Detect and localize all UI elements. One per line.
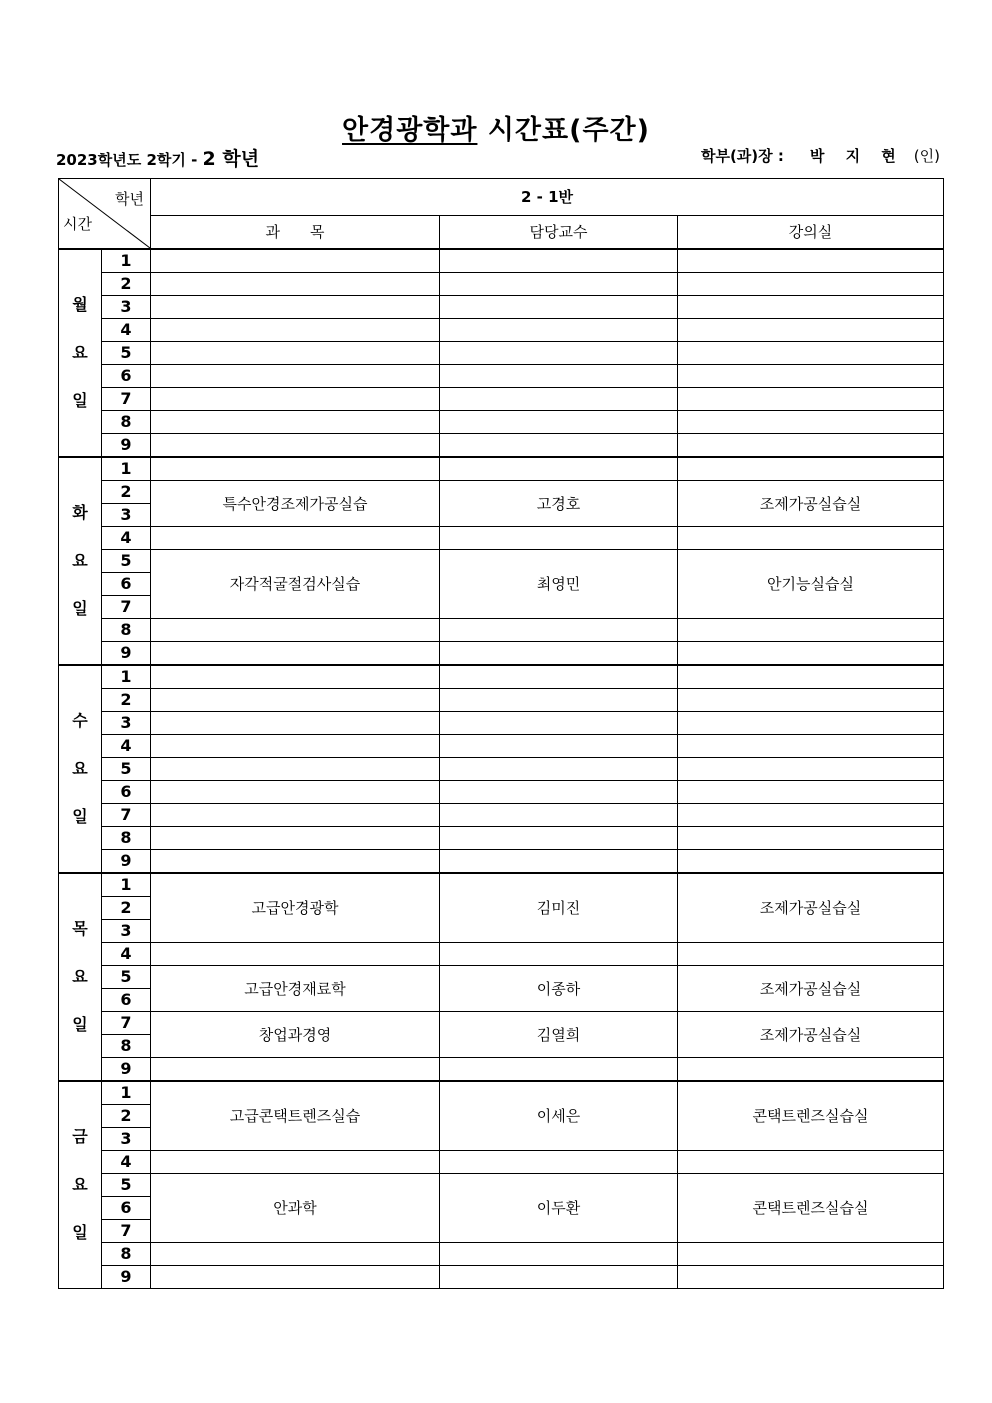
subject-cell: 고급안경재료학 (151, 966, 440, 1012)
day-label (59, 1081, 102, 1289)
day-char: 일 (72, 599, 88, 618)
subject-cell: 고급안경광학 (151, 873, 440, 943)
period-number: 3 (102, 296, 151, 319)
period-number: 4 (102, 735, 151, 758)
table-row (59, 966, 944, 989)
period-number: 7 (102, 804, 151, 827)
table-row (59, 758, 944, 781)
room-cell (678, 642, 944, 666)
class-header: 2 - 1반 (151, 179, 944, 216)
professor-cell: 고경호 (440, 481, 678, 527)
room-cell (678, 273, 944, 296)
professor-cell (440, 827, 678, 850)
professor-cell (440, 1266, 678, 1289)
room-cell (678, 411, 944, 434)
period-number: 6 (102, 573, 151, 596)
room-cell (678, 1058, 944, 1082)
professor-cell (440, 411, 678, 434)
period-number: 9 (102, 850, 151, 874)
day-char: 목 (72, 919, 88, 938)
day-char: 요 (72, 1175, 88, 1194)
professor-cell: 최영민 (440, 550, 678, 619)
day-char: 요 (72, 759, 88, 778)
professor-cell (440, 758, 678, 781)
professor-cell (440, 527, 678, 550)
table-row (59, 273, 944, 296)
period-number: 3 (102, 920, 151, 943)
subject-cell (151, 689, 440, 712)
room-cell (678, 943, 944, 966)
table-row (59, 388, 944, 411)
professor-cell (440, 1243, 678, 1266)
table-row (59, 827, 944, 850)
table-row (59, 619, 944, 642)
room-cell (678, 665, 944, 689)
subject-cell (151, 712, 440, 735)
table-row (59, 1243, 944, 1266)
period-number: 9 (102, 1058, 151, 1082)
room-cell (678, 342, 944, 365)
professor-cell (440, 665, 678, 689)
period-number: 2 (102, 689, 151, 712)
head-label: 학부(과)장 : (700, 147, 784, 165)
subject-cell (151, 296, 440, 319)
professor-cell (440, 342, 678, 365)
subject-cell (151, 1243, 440, 1266)
room-cell: 조제가공실습실 (678, 873, 944, 943)
period-number: 8 (102, 411, 151, 434)
day-char: 일 (72, 1223, 88, 1242)
professor-cell: 이세은 (440, 1081, 678, 1151)
table-row (59, 342, 944, 365)
professor-cell: 김열희 (440, 1012, 678, 1058)
room-cell: 콘택트렌즈실습실 (678, 1174, 944, 1243)
period-number: 2 (102, 273, 151, 296)
period-number: 4 (102, 943, 151, 966)
table-row (59, 249, 944, 273)
period-number: 1 (102, 457, 151, 481)
day-char: 일 (72, 1015, 88, 1034)
period-number: 9 (102, 1266, 151, 1289)
professor-cell (440, 1058, 678, 1082)
professor-cell (440, 388, 678, 411)
subject-cell (151, 827, 440, 850)
professor-cell (440, 850, 678, 874)
professor-cell: 이두환 (440, 1174, 678, 1243)
table-row (59, 411, 944, 434)
period-number: 8 (102, 827, 151, 850)
subject-cell: 특수안경조제가공실습 (151, 481, 440, 527)
table-row (59, 1266, 944, 1289)
department-name: 안경광학과 (342, 115, 478, 146)
room-cell (678, 758, 944, 781)
subject-cell (151, 665, 440, 689)
table-row (59, 665, 944, 689)
room-cell: 조제가공실습실 (678, 481, 944, 527)
period-number: 6 (102, 1197, 151, 1220)
professor-cell (440, 689, 678, 712)
table-row (59, 850, 944, 874)
table-row (59, 296, 944, 319)
period-number: 4 (102, 319, 151, 342)
room-cell (678, 619, 944, 642)
subject-cell (151, 943, 440, 966)
room-cell (678, 712, 944, 735)
room-cell: 조제가공실습실 (678, 966, 944, 1012)
professor-cell (440, 296, 678, 319)
day-char: 일 (72, 807, 88, 826)
professor-column-header: 담당교수 (440, 216, 678, 250)
room-cell (678, 365, 944, 388)
professor-cell (440, 457, 678, 481)
table-row (59, 642, 944, 666)
day-char: 요 (72, 551, 88, 570)
period-number: 8 (102, 1035, 151, 1058)
table-row (59, 781, 944, 804)
subject-cell (151, 1266, 440, 1289)
period-number: 9 (102, 642, 151, 666)
period-number: 2 (102, 1105, 151, 1128)
table-row (59, 873, 944, 897)
period-number: 2 (102, 481, 151, 504)
period-number: 7 (102, 388, 151, 411)
table-row (59, 319, 944, 342)
subject-cell (151, 1058, 440, 1082)
subject-cell: 고급콘택트렌즈실습 (151, 1081, 440, 1151)
title-suffix: 시간표(주간) (477, 115, 650, 146)
room-cell (678, 781, 944, 804)
room-cell: 콘택트렌즈실습실 (678, 1081, 944, 1151)
room-cell (678, 527, 944, 550)
room-cell (678, 1151, 944, 1174)
period-number: 1 (102, 1081, 151, 1105)
time-axis-label: 시간 (63, 215, 92, 233)
subject-cell (151, 758, 440, 781)
subject-cell (151, 342, 440, 365)
room-cell (678, 388, 944, 411)
professor-cell (440, 804, 678, 827)
subject-cell: 안과학 (151, 1174, 440, 1243)
professor-cell: 이종하 (440, 966, 678, 1012)
professor-cell (440, 712, 678, 735)
subject-column-header: 과 목 (151, 216, 440, 250)
room-cell (678, 1243, 944, 1266)
room-cell (678, 249, 944, 273)
day-char: 요 (72, 967, 88, 986)
table-row (59, 1151, 944, 1174)
professor-cell (440, 943, 678, 966)
room-cell (678, 319, 944, 342)
room-cell (678, 457, 944, 481)
day-char: 일 (72, 391, 88, 410)
head-name: 박 지 현 (809, 147, 904, 165)
subject-cell: 창업과경영 (151, 1012, 440, 1058)
table-row (59, 457, 944, 481)
professor-cell (440, 735, 678, 758)
table-row (59, 1174, 944, 1197)
table-row (59, 735, 944, 758)
table-row (59, 689, 944, 712)
day-char: 수 (72, 711, 88, 730)
professor-cell (440, 273, 678, 296)
room-cell (678, 1266, 944, 1289)
period-number: 6 (102, 365, 151, 388)
period-number: 3 (102, 504, 151, 527)
professor-cell (440, 781, 678, 804)
subject-cell (151, 619, 440, 642)
period-number: 3 (102, 1128, 151, 1151)
semester-info (56, 144, 259, 171)
period-number: 7 (102, 1220, 151, 1243)
subject-cell (151, 850, 440, 874)
period-number: 5 (102, 342, 151, 365)
day-label (59, 457, 102, 665)
table-row (59, 943, 944, 966)
room-cell (678, 689, 944, 712)
table-row (59, 434, 944, 458)
period-number: 5 (102, 966, 151, 989)
table-row (59, 365, 944, 388)
room-cell (678, 850, 944, 874)
table-row (59, 527, 944, 550)
period-number: 5 (102, 550, 151, 573)
subject-cell (151, 1151, 440, 1174)
subject-cell (151, 365, 440, 388)
day-label (59, 249, 102, 457)
day-char: 금 (72, 1127, 88, 1146)
subject-cell (151, 319, 440, 342)
subject-cell (151, 249, 440, 273)
period-number: 3 (102, 712, 151, 735)
subject-cell (151, 735, 440, 758)
table-row (59, 550, 944, 573)
period-number: 2 (102, 897, 151, 920)
period-number: 4 (102, 1151, 151, 1174)
table-row (59, 804, 944, 827)
subject-cell (151, 434, 440, 458)
period-number: 6 (102, 989, 151, 1012)
period-number: 9 (102, 434, 151, 458)
subject-cell (151, 273, 440, 296)
professor-cell (440, 365, 678, 388)
period-number: 8 (102, 619, 151, 642)
room-cell: 안기능실습실 (678, 550, 944, 619)
professor-cell: 김미진 (440, 873, 678, 943)
day-label (59, 873, 102, 1081)
subject-cell (151, 388, 440, 411)
period-number: 7 (102, 1012, 151, 1035)
table-row (59, 712, 944, 735)
room-cell (678, 804, 944, 827)
room-column-header: 강의실 (678, 216, 944, 250)
subject-cell (151, 457, 440, 481)
grade-axis-label: 학년 (115, 190, 144, 208)
page-title (0, 108, 992, 147)
subject-cell (151, 642, 440, 666)
period-number: 7 (102, 596, 151, 619)
table-row (59, 1081, 944, 1105)
professor-cell (440, 319, 678, 342)
timetable (58, 178, 944, 1289)
day-char: 월 (72, 295, 88, 314)
grade-label: 2 학년 (202, 148, 260, 170)
table-row (59, 1058, 944, 1082)
professor-cell (440, 249, 678, 273)
table-row (59, 1012, 944, 1035)
room-cell (678, 296, 944, 319)
period-number: 5 (102, 758, 151, 781)
period-number: 1 (102, 665, 151, 689)
subject-cell: 자각적굴절검사실습 (151, 550, 440, 619)
room-cell (678, 434, 944, 458)
professor-cell (440, 434, 678, 458)
period-number: 4 (102, 527, 151, 550)
semester-label: 2023학년도 2학기 - (56, 151, 203, 169)
day-char: 화 (72, 503, 88, 522)
seal-mark: (인) (913, 147, 940, 165)
room-cell (678, 735, 944, 758)
room-cell: 조제가공실습실 (678, 1012, 944, 1058)
subject-cell (151, 781, 440, 804)
professor-cell (440, 642, 678, 666)
day-label (59, 665, 102, 873)
period-number: 6 (102, 781, 151, 804)
room-cell (678, 827, 944, 850)
period-number: 5 (102, 1174, 151, 1197)
table-row (59, 481, 944, 504)
head-signature (701, 145, 940, 166)
day-char: 요 (72, 343, 88, 362)
period-number: 8 (102, 1243, 151, 1266)
period-number: 1 (102, 249, 151, 273)
subject-cell (151, 411, 440, 434)
professor-cell (440, 619, 678, 642)
professor-cell (440, 1151, 678, 1174)
corner-header (59, 179, 151, 250)
period-number: 1 (102, 873, 151, 897)
subject-cell (151, 527, 440, 550)
subject-cell (151, 804, 440, 827)
